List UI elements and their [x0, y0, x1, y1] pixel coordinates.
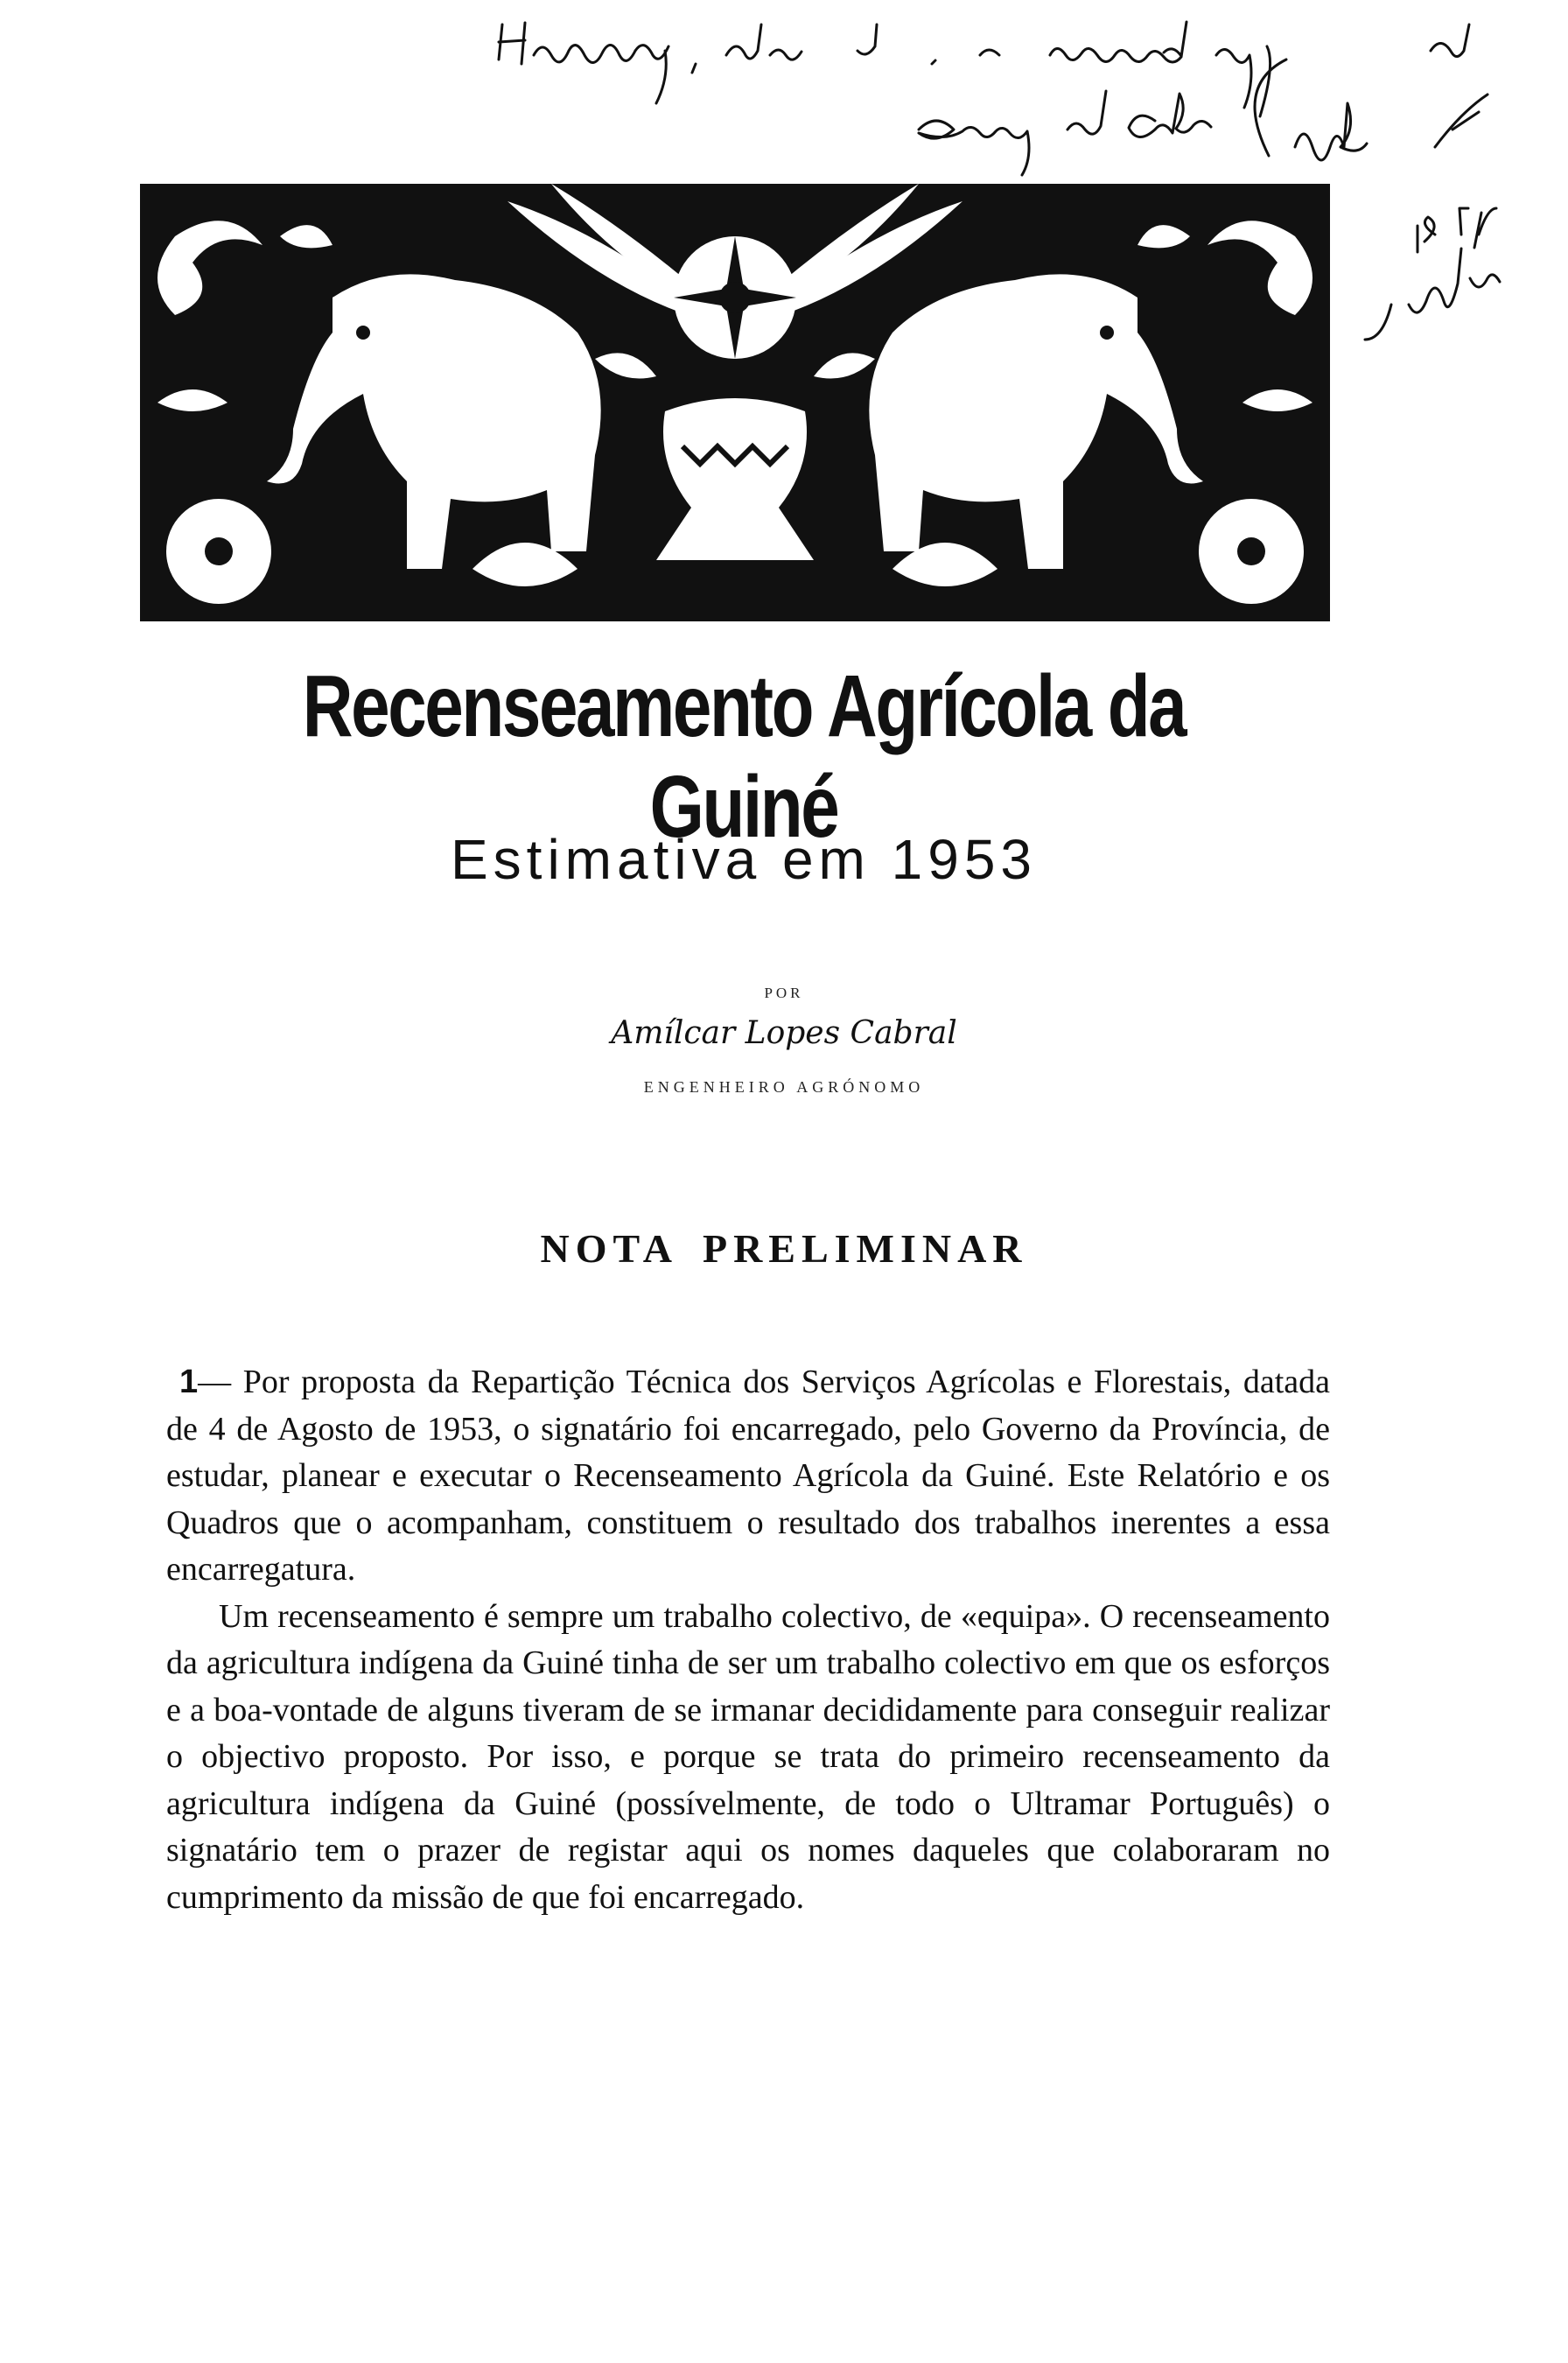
body-text — [166, 1359, 1330, 1921]
by-label: POR — [764, 985, 804, 1001]
author-name: Amílcar Lopes Cabral — [611, 1015, 957, 1051]
document-subtitle: Estimativa em 1953 — [450, 828, 1038, 891]
section-heading-word-1: NOTA — [540, 1226, 678, 1271]
section-heading — [0, 1225, 1568, 1272]
section-heading-word-2: PRELIMINAR — [702, 1226, 1028, 1271]
document-title: Recenseamento Agrícola da Guiné — [302, 657, 1186, 856]
decorative-woodcut-banner — [140, 184, 1330, 621]
author-role: ENGENHEIRO AGRÓNOMO — [643, 1078, 925, 1096]
paragraph-2: Um recenseamento é sempre um trabalho colectivo, de «equipa». O recenseamento da agricultura indígena da Guiné tinha de ser um trabalho colectivo em que os esforços e a boa-vontade de alguns tiveram de se irmanar decididamente para conseguir realizar o objectivo proposto. Por isso, e porque se trata do primeiro recenseamento da agricultura indígena da Guiné (possívelmente, de todo o Ultramar Português) o signatário tem o prazer de registar aqui os nomes daqueles que colaboraram no cumprimento da missão de que foi encarregado. — [166, 1597, 1330, 1916]
elephants-flower-ornament-icon — [140, 184, 1330, 621]
paragraph-1 — [166, 1359, 1330, 1594]
paragraph-number: 1 — [179, 1364, 199, 1400]
paragraph-1-text: — Por proposta da Repartição Técnica dos Serviços Agrícolas e Florestais, datada de 4 de Agosto de 1953, o signatário foi encarregado, pelo Governo da Província, de estudar, planear e executar o Recenseamento Agrícola da Guiné. Este Relatório e os Quadros que o acompanham, constituem o resultado dos trabalhos inerentes a essa encarregatura. — [166, 1364, 1330, 1588]
